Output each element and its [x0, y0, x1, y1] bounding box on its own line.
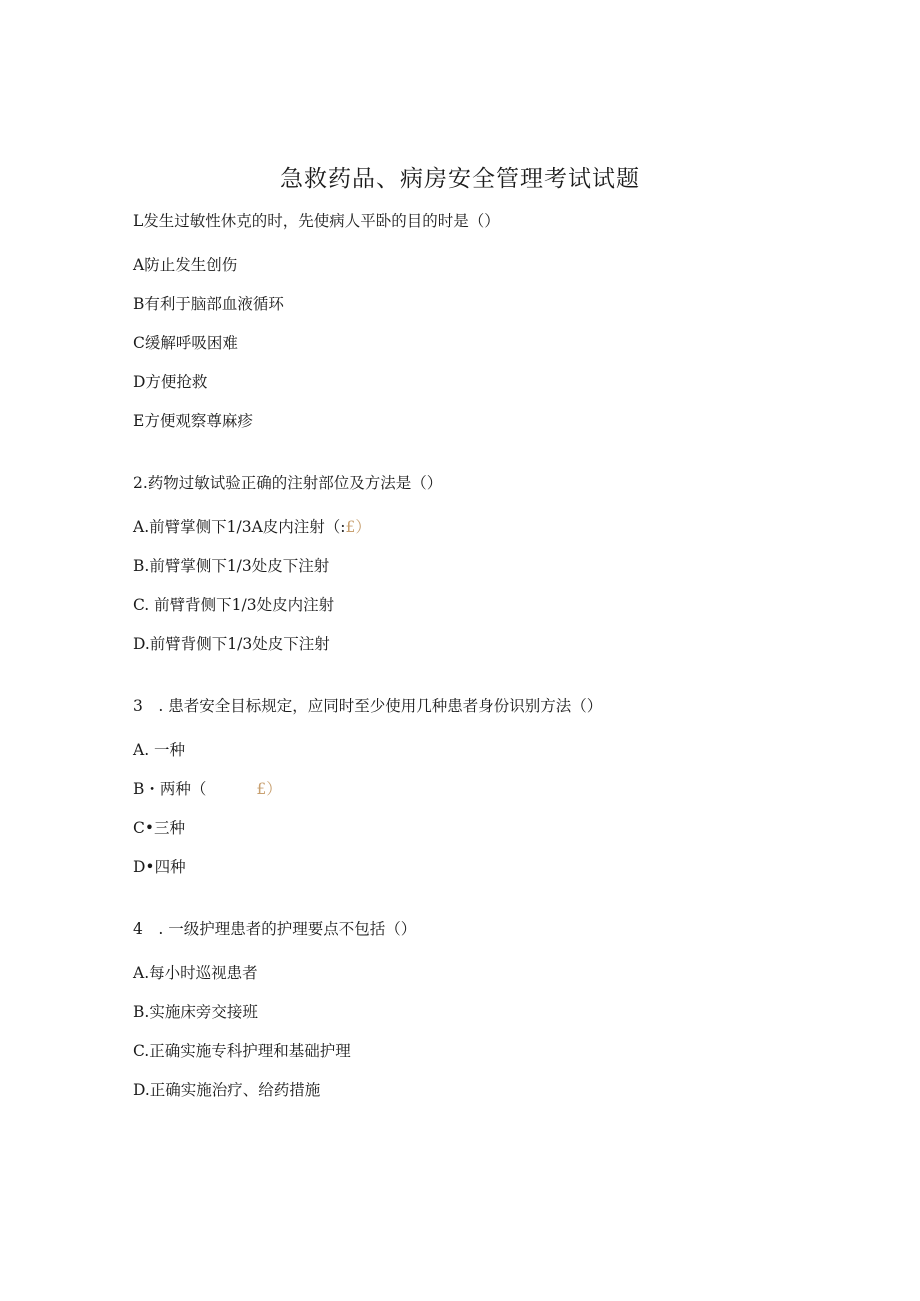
answer-mark: £） — [345, 518, 371, 536]
question-3-option-b — [133, 778, 282, 800]
question-2-option-b: B.前臂掌侧下1/3处皮下注射 — [133, 557, 330, 575]
question-2-stem: 2.药物过敏试验正确的注射部位及方法是（） — [133, 474, 443, 492]
question-2-option-d: D.前臂背侧下1/3处皮下注射 — [133, 635, 330, 653]
question-1-option-b: B有利于脑部血液循环 — [133, 295, 284, 313]
question-4-option-c: C.正确实施专科护理和基础护理 — [133, 1042, 351, 1060]
page-title: 急救药品、病房安全管理考试试题 — [280, 166, 640, 192]
question-4-stem: 4 . 一级护理患者的护理要点不包括（） — [133, 920, 417, 938]
question-2-option-a — [133, 516, 371, 538]
question-1-option-e: E方便观察尊麻疹 — [133, 412, 253, 430]
question-4-option-b: B.实施床旁交接班 — [133, 1003, 258, 1021]
question-2-option-a-text: A.前臂掌侧下1/3A皮内注射（: — [133, 518, 346, 536]
question-4-option-a: A.每小时巡视患者 — [133, 964, 258, 982]
question-1-option-d: D方便抢救 — [133, 373, 208, 391]
question-4-option-d: D.正确实施治疗、给药措施 — [133, 1081, 321, 1099]
question-3-option-c: C•三种 — [133, 819, 186, 837]
answer-mark: £） — [256, 780, 282, 798]
question-1-option-a: A防止发生创伤 — [133, 256, 238, 274]
question-1-option-c: C缓解呼吸困难 — [133, 334, 238, 352]
question-3-option-b-text: B・两种（ — [133, 780, 207, 798]
question-3-stem: 3 . 患者安全目标规定，应同时至少使用几种患者身份识别方法（） — [133, 697, 603, 715]
question-1-stem: L发生过敏性休克的时，先使病人平卧的目的时是（） — [133, 212, 500, 230]
question-2-option-c: C. 前臂背侧下1/3处皮内注射 — [133, 596, 335, 614]
question-3-option-a: A. 一种 — [133, 741, 186, 759]
question-3-option-d: D•四种 — [133, 858, 186, 876]
